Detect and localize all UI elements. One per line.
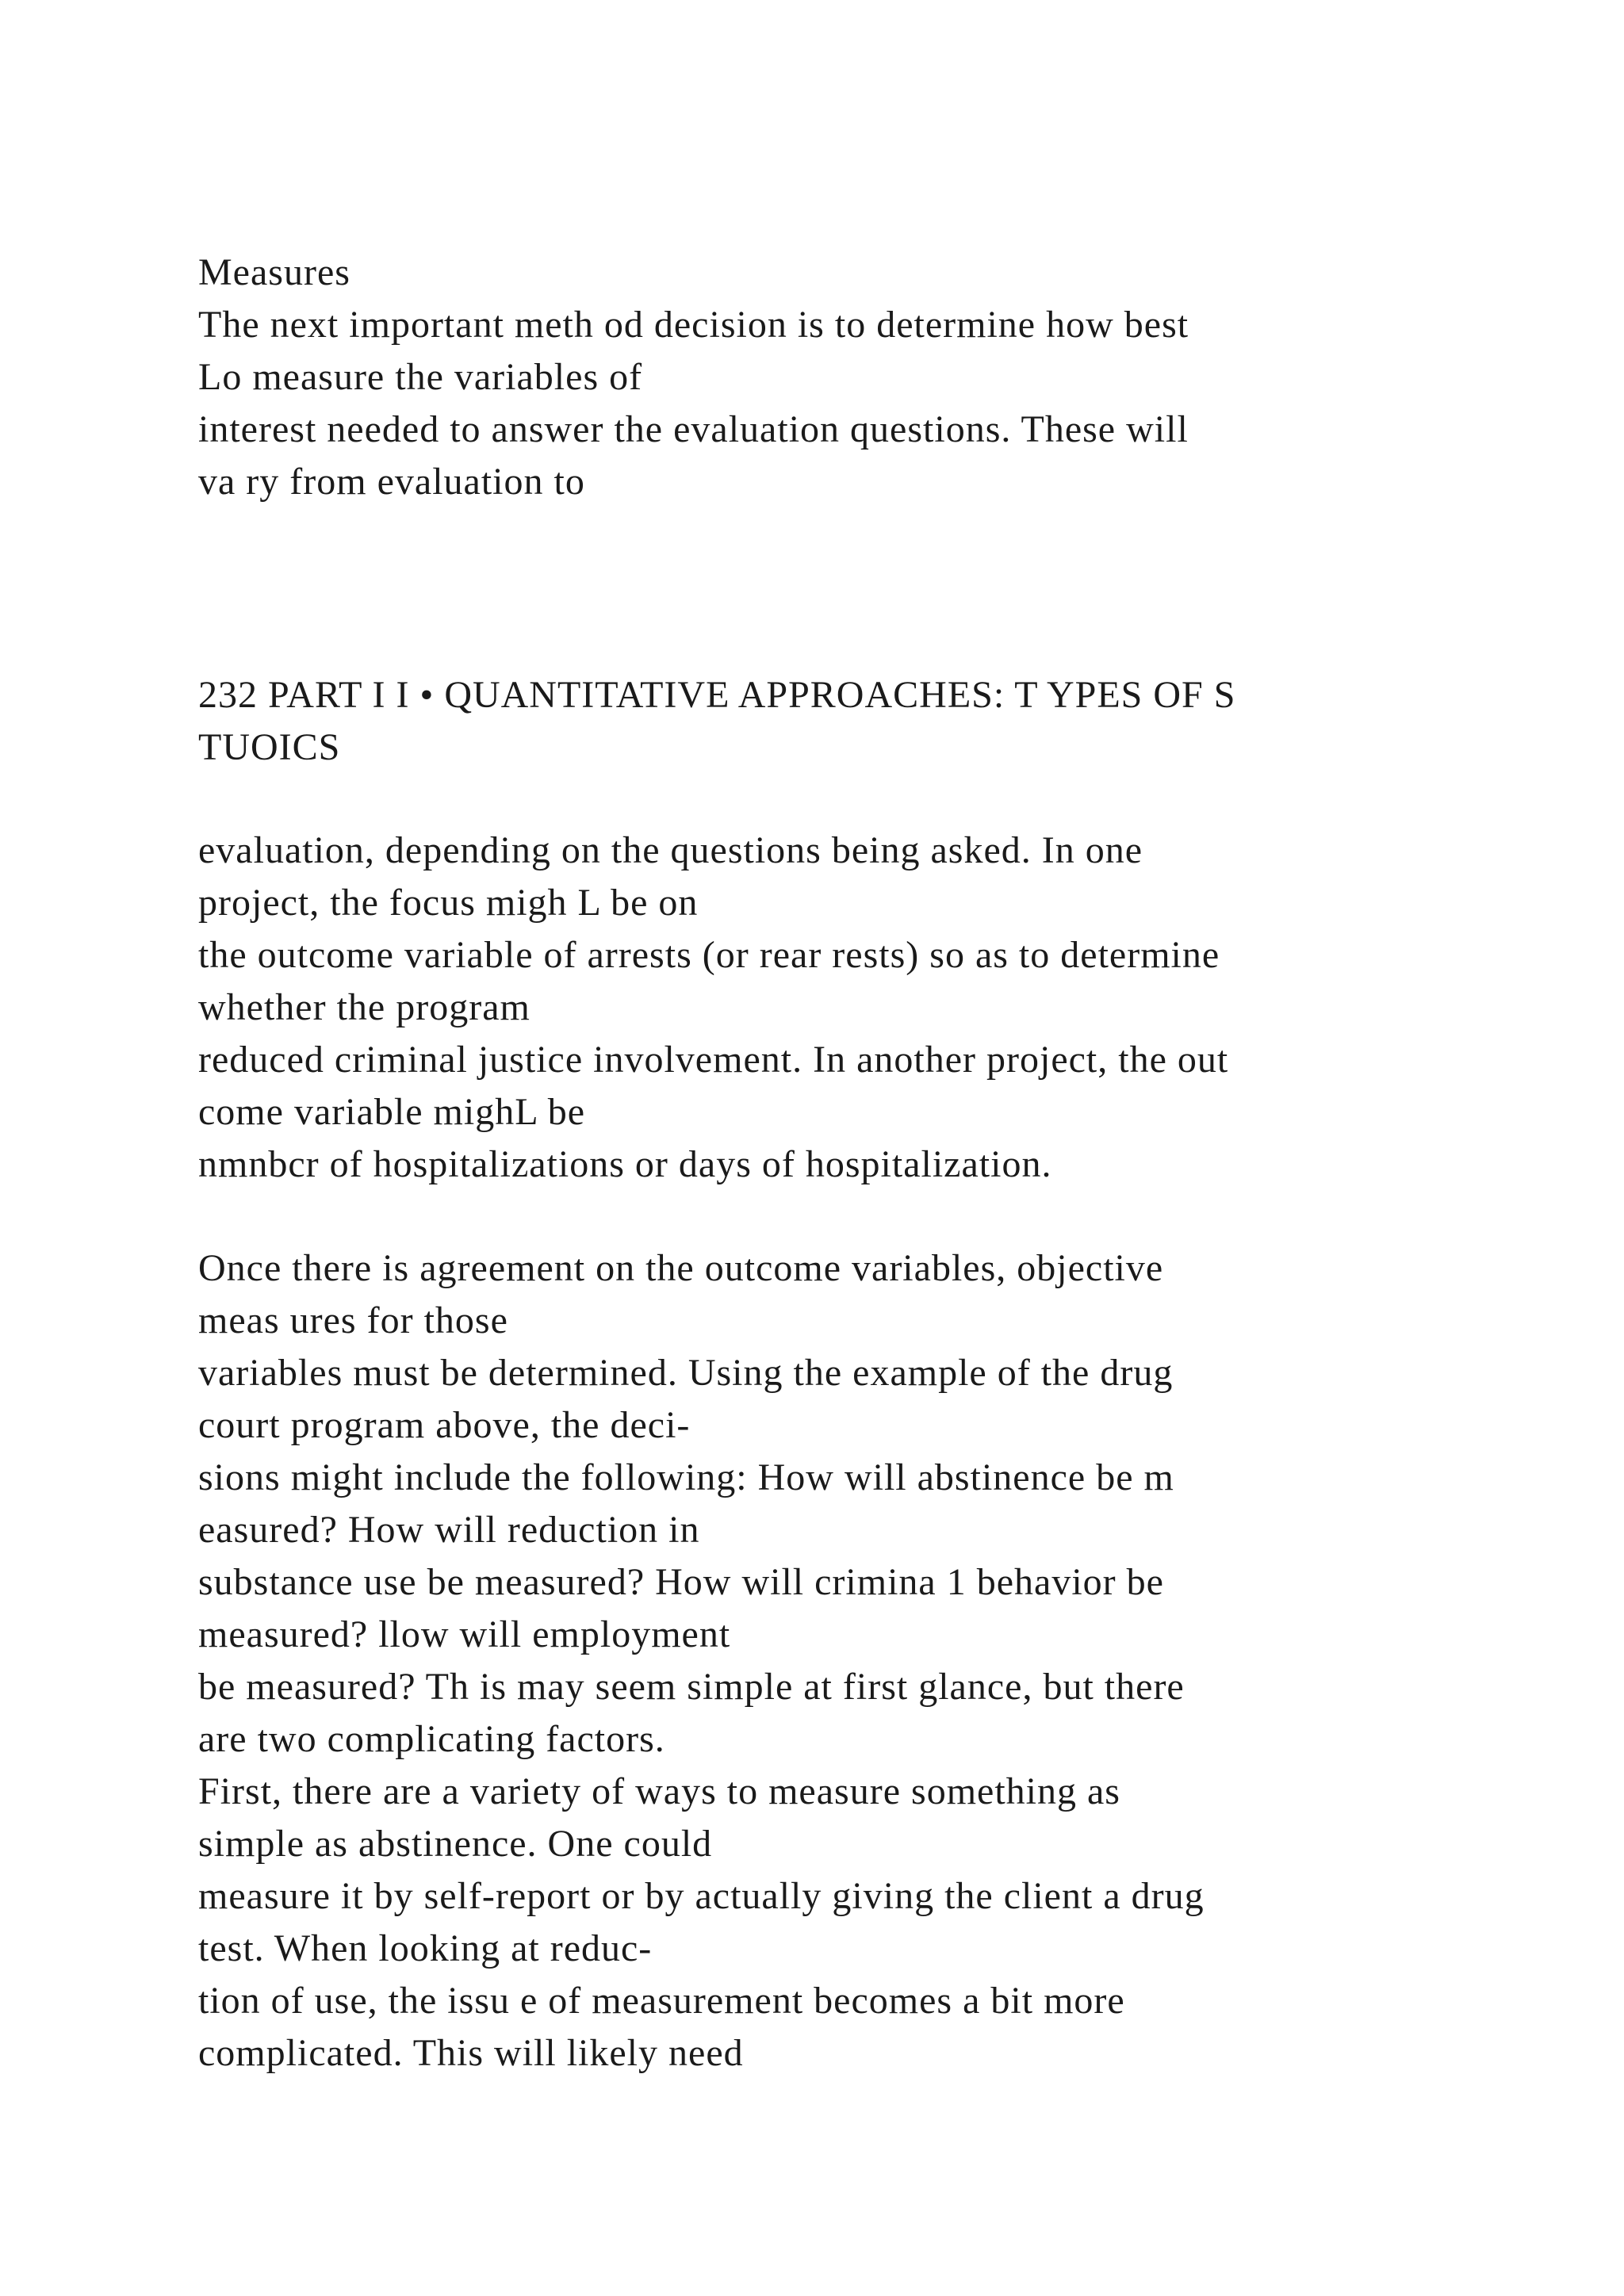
text-line: sions might include the following: How will abstinence be m bbox=[198, 1456, 1174, 1498]
section-heading: Measures bbox=[198, 251, 350, 293]
paragraph-objective-measures bbox=[198, 1242, 1546, 2080]
text-line: nmnbcr of hospitalizations or days of hospitalization. bbox=[198, 1143, 1052, 1185]
text-line: meas ures for those bbox=[198, 1299, 508, 1341]
text-line: substance use be measured? How will crimina 1 behavior be bbox=[198, 1561, 1164, 1603]
text-line: First, there are a variety of ways to measure something as bbox=[198, 1770, 1120, 1812]
text-line: reduced criminal justice involvement. In another project, the out bbox=[198, 1039, 1229, 1081]
running-header-line: TUOICS bbox=[198, 726, 341, 768]
text-line: measured? llow will employment bbox=[198, 1613, 731, 1655]
text-line: court program above, the deci- bbox=[198, 1404, 691, 1446]
running-header bbox=[198, 669, 1546, 774]
text-line: whether the program bbox=[198, 986, 530, 1028]
text-line: measure it by self-report or by actually giving the client a drug bbox=[198, 1875, 1205, 1917]
measures-section bbox=[198, 247, 1546, 508]
paragraph-outcome-variables bbox=[198, 825, 1546, 1191]
text-line: variables must be determined. Using the example of the drug bbox=[198, 1352, 1174, 1394]
text-line: The next important meth od decision is to determine how best bbox=[198, 304, 1189, 346]
text-line: test. When looking at reduc- bbox=[198, 1927, 653, 1969]
text-line: interest needed to answer the evaluation questions. These will bbox=[198, 408, 1189, 450]
text-line: complicated. This will likely need bbox=[198, 2032, 744, 2074]
text-line: come variable mighL be bbox=[198, 1091, 586, 1133]
text-line: be measured? Th is may seem simple at first glance, but there bbox=[198, 1666, 1185, 1708]
running-header-line: 232 PART I I • QUANTITATIVE APPROACHES: T YPES OF S bbox=[198, 674, 1236, 716]
text-line: simple as abstinence. One could bbox=[198, 1823, 713, 1865]
text-line: project, the focus migh L be on bbox=[198, 882, 699, 924]
text-line: Lo measure the variables of bbox=[198, 356, 643, 398]
text-line: are two complicating factors. bbox=[198, 1718, 665, 1760]
text-line: evaluation, depending on the questions being asked. In one bbox=[198, 829, 1143, 871]
text-line: easured? How will reduction in bbox=[198, 1509, 700, 1551]
text-line: tion of use, the issu e of measurement becomes a bit more bbox=[198, 1980, 1125, 2022]
text-line: va ry from evaluation to bbox=[198, 461, 585, 503]
text-line: the outcome variable of arrests (or rear rests) so as to determine bbox=[198, 934, 1220, 976]
text-line: Once there is agreement on the outcome variables, objective bbox=[198, 1247, 1164, 1289]
